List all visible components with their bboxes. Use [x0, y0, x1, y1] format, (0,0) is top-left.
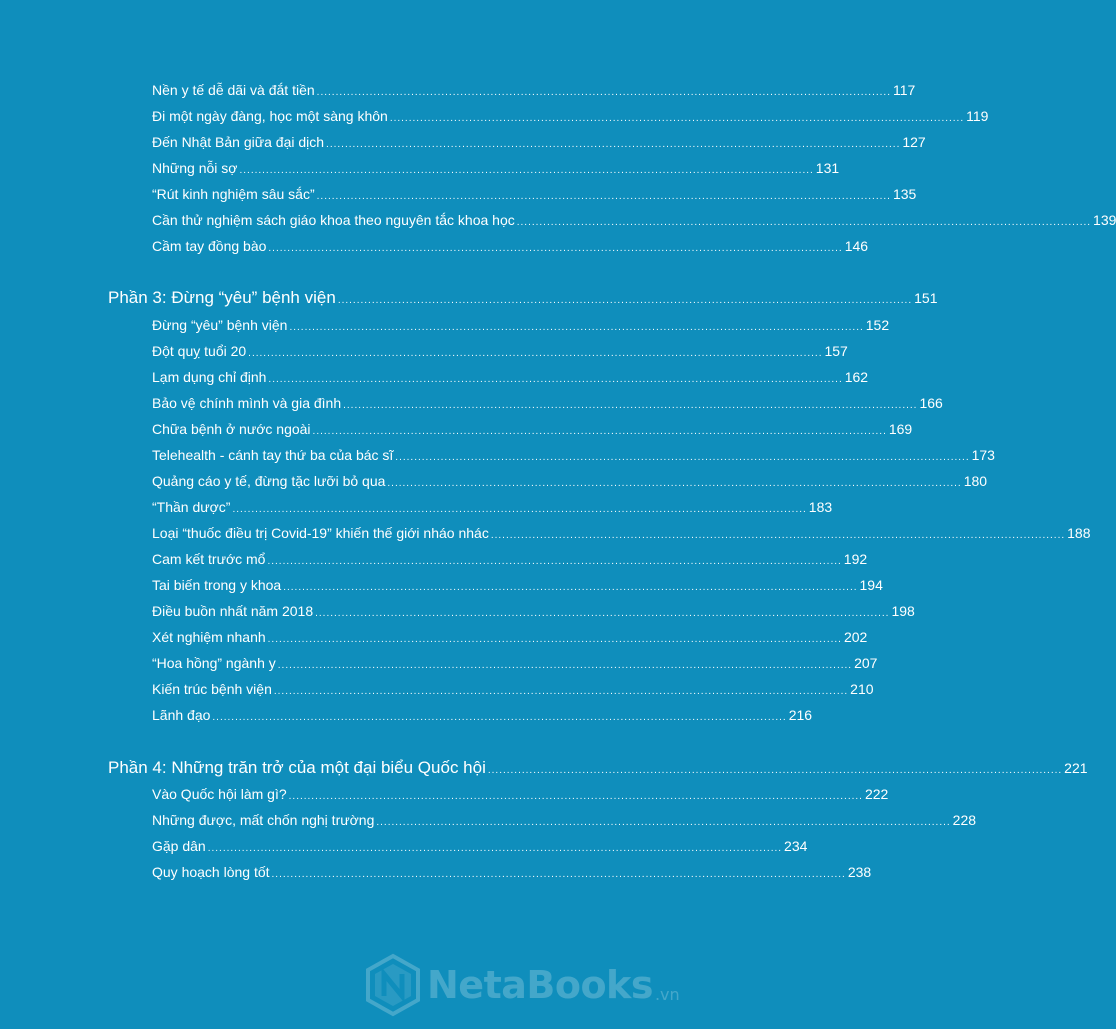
toc-leader-dots: ........................................................................................................................................................ [516, 217, 1092, 228]
toc-part-heading [108, 757, 1088, 779]
toc-entry-page: 152 [865, 317, 890, 333]
toc-leader-dots: ........................................................................................................................................................ [239, 165, 814, 176]
toc-entry [152, 784, 889, 804]
toc-entry-title: Loại “thuốc điều trị Covid-19” khiến thế giới nháo nhác [152, 525, 489, 541]
toc-leader-dots: ........................................................................................................................................................ [277, 660, 853, 671]
toc-entry-page: 157 [824, 343, 848, 359]
toc-entry-page: 119 [966, 108, 989, 124]
toc-entry-page: 222 [864, 786, 889, 802]
toc-leader-dots: ........................................................................................................................................................ [337, 295, 913, 306]
toc-entry [152, 132, 926, 152]
toc-leader-dots: ........................................................................................................................................................ [288, 791, 863, 802]
toc-leader-dots: ........................................................................................................................................................ [316, 191, 891, 202]
toc-entry [152, 549, 868, 569]
toc-entry-page: 234 [784, 838, 808, 854]
toc-entry-title: Quảng cáo y tế, đừng tặc lưỡi bỏ qua [152, 473, 386, 489]
toc-entry-title: Những được, mất chốn nghị trường [152, 812, 375, 828]
toc-entry [152, 315, 890, 335]
toc-part-title: Phần 4: Những trăn trở của một đại biểu Quốc hội [108, 758, 486, 777]
toc-entry-page: 131 [815, 160, 840, 176]
toc-entry [152, 575, 883, 595]
toc-entry [152, 158, 840, 178]
toc-entry [152, 627, 868, 647]
toc-entry [152, 445, 995, 465]
toc-entry-title: Lãnh đạo [152, 707, 211, 723]
toc-leader-dots: ........................................................................................................................................................ [315, 608, 890, 619]
toc-entry-title: Tai biến trong y khoa [152, 577, 282, 593]
toc-entry [152, 367, 869, 387]
toc-leader-dots: ........................................................................................................................................................ [389, 113, 965, 124]
toc-entry-title: Đi một ngày đàng, học một sàng khôn [152, 108, 388, 124]
toc-entry [152, 341, 848, 361]
toc-leader-dots: ........................................................................................................................................................ [395, 452, 970, 463]
netabooks-watermark [365, 952, 695, 1018]
toc-entry-page: 162 [844, 369, 869, 385]
toc-entry-page: 194 [859, 577, 883, 593]
toc-entry-title: “Rút kinh nghiệm sâu sắc” [152, 186, 315, 202]
toc-leader-dots: ........................................................................................................................................................ [289, 322, 864, 333]
toc-entry-page: 117 [892, 82, 916, 98]
toc-entry-title: Nền y tế dễ dãi và đắt tiền [152, 82, 315, 98]
toc-entry-title: Xét nghiệm nhanh [152, 629, 266, 645]
toc-entry [152, 810, 977, 830]
toc-leader-dots: ........................................................................................................................................................ [232, 504, 807, 515]
netabooks-logo-icon [365, 954, 421, 1016]
toc-entry-title: Cam kết trước mổ [152, 551, 266, 567]
toc-entry [152, 80, 916, 100]
toc-entry-page: 127 [902, 134, 926, 150]
toc-entry [152, 210, 1116, 230]
toc-entry-page: 238 [847, 864, 872, 880]
toc-entry-title: “Hoa hồng” ngành y [152, 655, 276, 671]
watermark-suffix: .vn [654, 985, 680, 1004]
toc-entry-title: Vào Quốc hội làm gì? [152, 786, 287, 802]
toc-part-title: Phần 3: Đừng “yêu” bệnh viện [108, 288, 336, 307]
toc-entry [152, 471, 988, 491]
toc-entry-title: Đến Nhật Bản giữa đại dịch [152, 134, 325, 150]
toc-leader-dots: ........................................................................................................................................................ [268, 374, 843, 385]
toc-leader-dots: ........................................................................................................................................................ [490, 530, 1066, 541]
toc-entry-title: “Thần dược” [152, 499, 231, 515]
toc-entry [152, 653, 878, 673]
toc-entry [152, 497, 833, 517]
toc-entry [152, 419, 913, 439]
toc-entry-page: 180 [963, 473, 988, 489]
toc-entry [152, 393, 943, 413]
watermark-brand: NetaBooks [427, 963, 653, 1007]
toc-entry [152, 679, 874, 699]
toc-entry [152, 236, 869, 256]
toc-entry [152, 106, 989, 126]
toc-entry-page: 183 [808, 499, 833, 515]
toc-entry-title: Những nỗi sợ [152, 160, 238, 176]
toc-entry-title: Cầm tay đồng bào [152, 238, 267, 254]
toc-leader-dots: ........................................................................................................................................................ [268, 243, 843, 254]
toc-entry-page: 166 [919, 395, 943, 411]
toc-leader-dots: ........................................................................................................................................................ [248, 348, 823, 359]
toc-entry-title: Bảo vệ chính mình và gia đình [152, 395, 342, 411]
toc-part-page: 221 [1064, 760, 1088, 776]
toc-entry-title: Đột quỵ tuổi 20 [152, 343, 247, 359]
toc-leader-dots: ........................................................................................................................................................ [316, 87, 891, 98]
toc-entry [152, 601, 915, 621]
toc-entry-page: 202 [843, 629, 868, 645]
toc-entry [152, 705, 813, 725]
toc-entry-page: 135 [892, 186, 917, 202]
toc-entry-title: Cần thử nghiệm sách giáo khoa theo nguyên tắc khoa học [152, 212, 515, 228]
toc-entry-title: Đừng “yêu” bệnh viện [152, 317, 288, 333]
toc-leader-dots: ........................................................................................................................................................ [312, 426, 887, 437]
toc-entry [152, 184, 917, 204]
toc-entry-page: 192 [843, 551, 868, 567]
toc-leader-dots: ........................................................................................................................................................ [212, 712, 787, 723]
toc-leader-dots: ........................................................................................................................................................ [376, 817, 951, 828]
toc-leader-dots: ........................................................................................................................................................ [273, 686, 849, 697]
toc-entry-title: Kiến trúc bệnh viện [152, 681, 272, 697]
toc-entry-title: Lạm dụng chỉ định [152, 369, 267, 385]
toc-entry [152, 523, 1091, 543]
toc-entry-page: 188 [1067, 525, 1091, 541]
toc-entry [152, 836, 808, 856]
toc-entry-title: Chữa bệnh ở nước ngoài [152, 421, 311, 437]
toc-leader-dots: ........................................................................................................................................................ [487, 765, 1063, 776]
toc-part-page: 151 [914, 290, 938, 306]
toc-entry-title: Điều buồn nhất năm 2018 [152, 603, 314, 619]
toc-entry-page: 216 [788, 707, 813, 723]
toc-entry-page: 198 [891, 603, 915, 619]
toc-leader-dots: ........................................................................................................................................................ [267, 634, 842, 645]
toc-leader-dots: ........................................................................................................................................................ [343, 400, 918, 411]
toc-leader-dots: ........................................................................................................................................................ [267, 556, 842, 567]
toc-entry-page: 207 [854, 655, 878, 671]
toc-entry-page: 210 [850, 681, 874, 697]
toc-entry-title: Gặp dân [152, 838, 206, 854]
toc-leader-dots: ........................................................................................................................................................ [283, 582, 858, 593]
toc-entry-page: 173 [971, 447, 995, 463]
toc-leader-dots: ........................................................................................................................................................ [326, 139, 901, 150]
toc-entry-page: 228 [952, 812, 977, 828]
toc-part-heading [108, 287, 938, 309]
toc-entry-title: Quy hoạch lòng tốt [152, 864, 270, 880]
toc-entry-page: 146 [844, 238, 869, 254]
toc-entry-page: 139 [1093, 212, 1116, 228]
toc-leader-dots: ........................................................................................................................................................ [387, 478, 962, 489]
toc-entry [152, 862, 872, 882]
toc-entry-page: 169 [888, 421, 913, 437]
toc-entry-title: Telehealth - cánh tay thứ ba của bác sĩ [152, 447, 394, 463]
toc-leader-dots: ........................................................................................................................................................ [207, 843, 783, 854]
toc-leader-dots: ........................................................................................................................................................ [271, 869, 846, 880]
